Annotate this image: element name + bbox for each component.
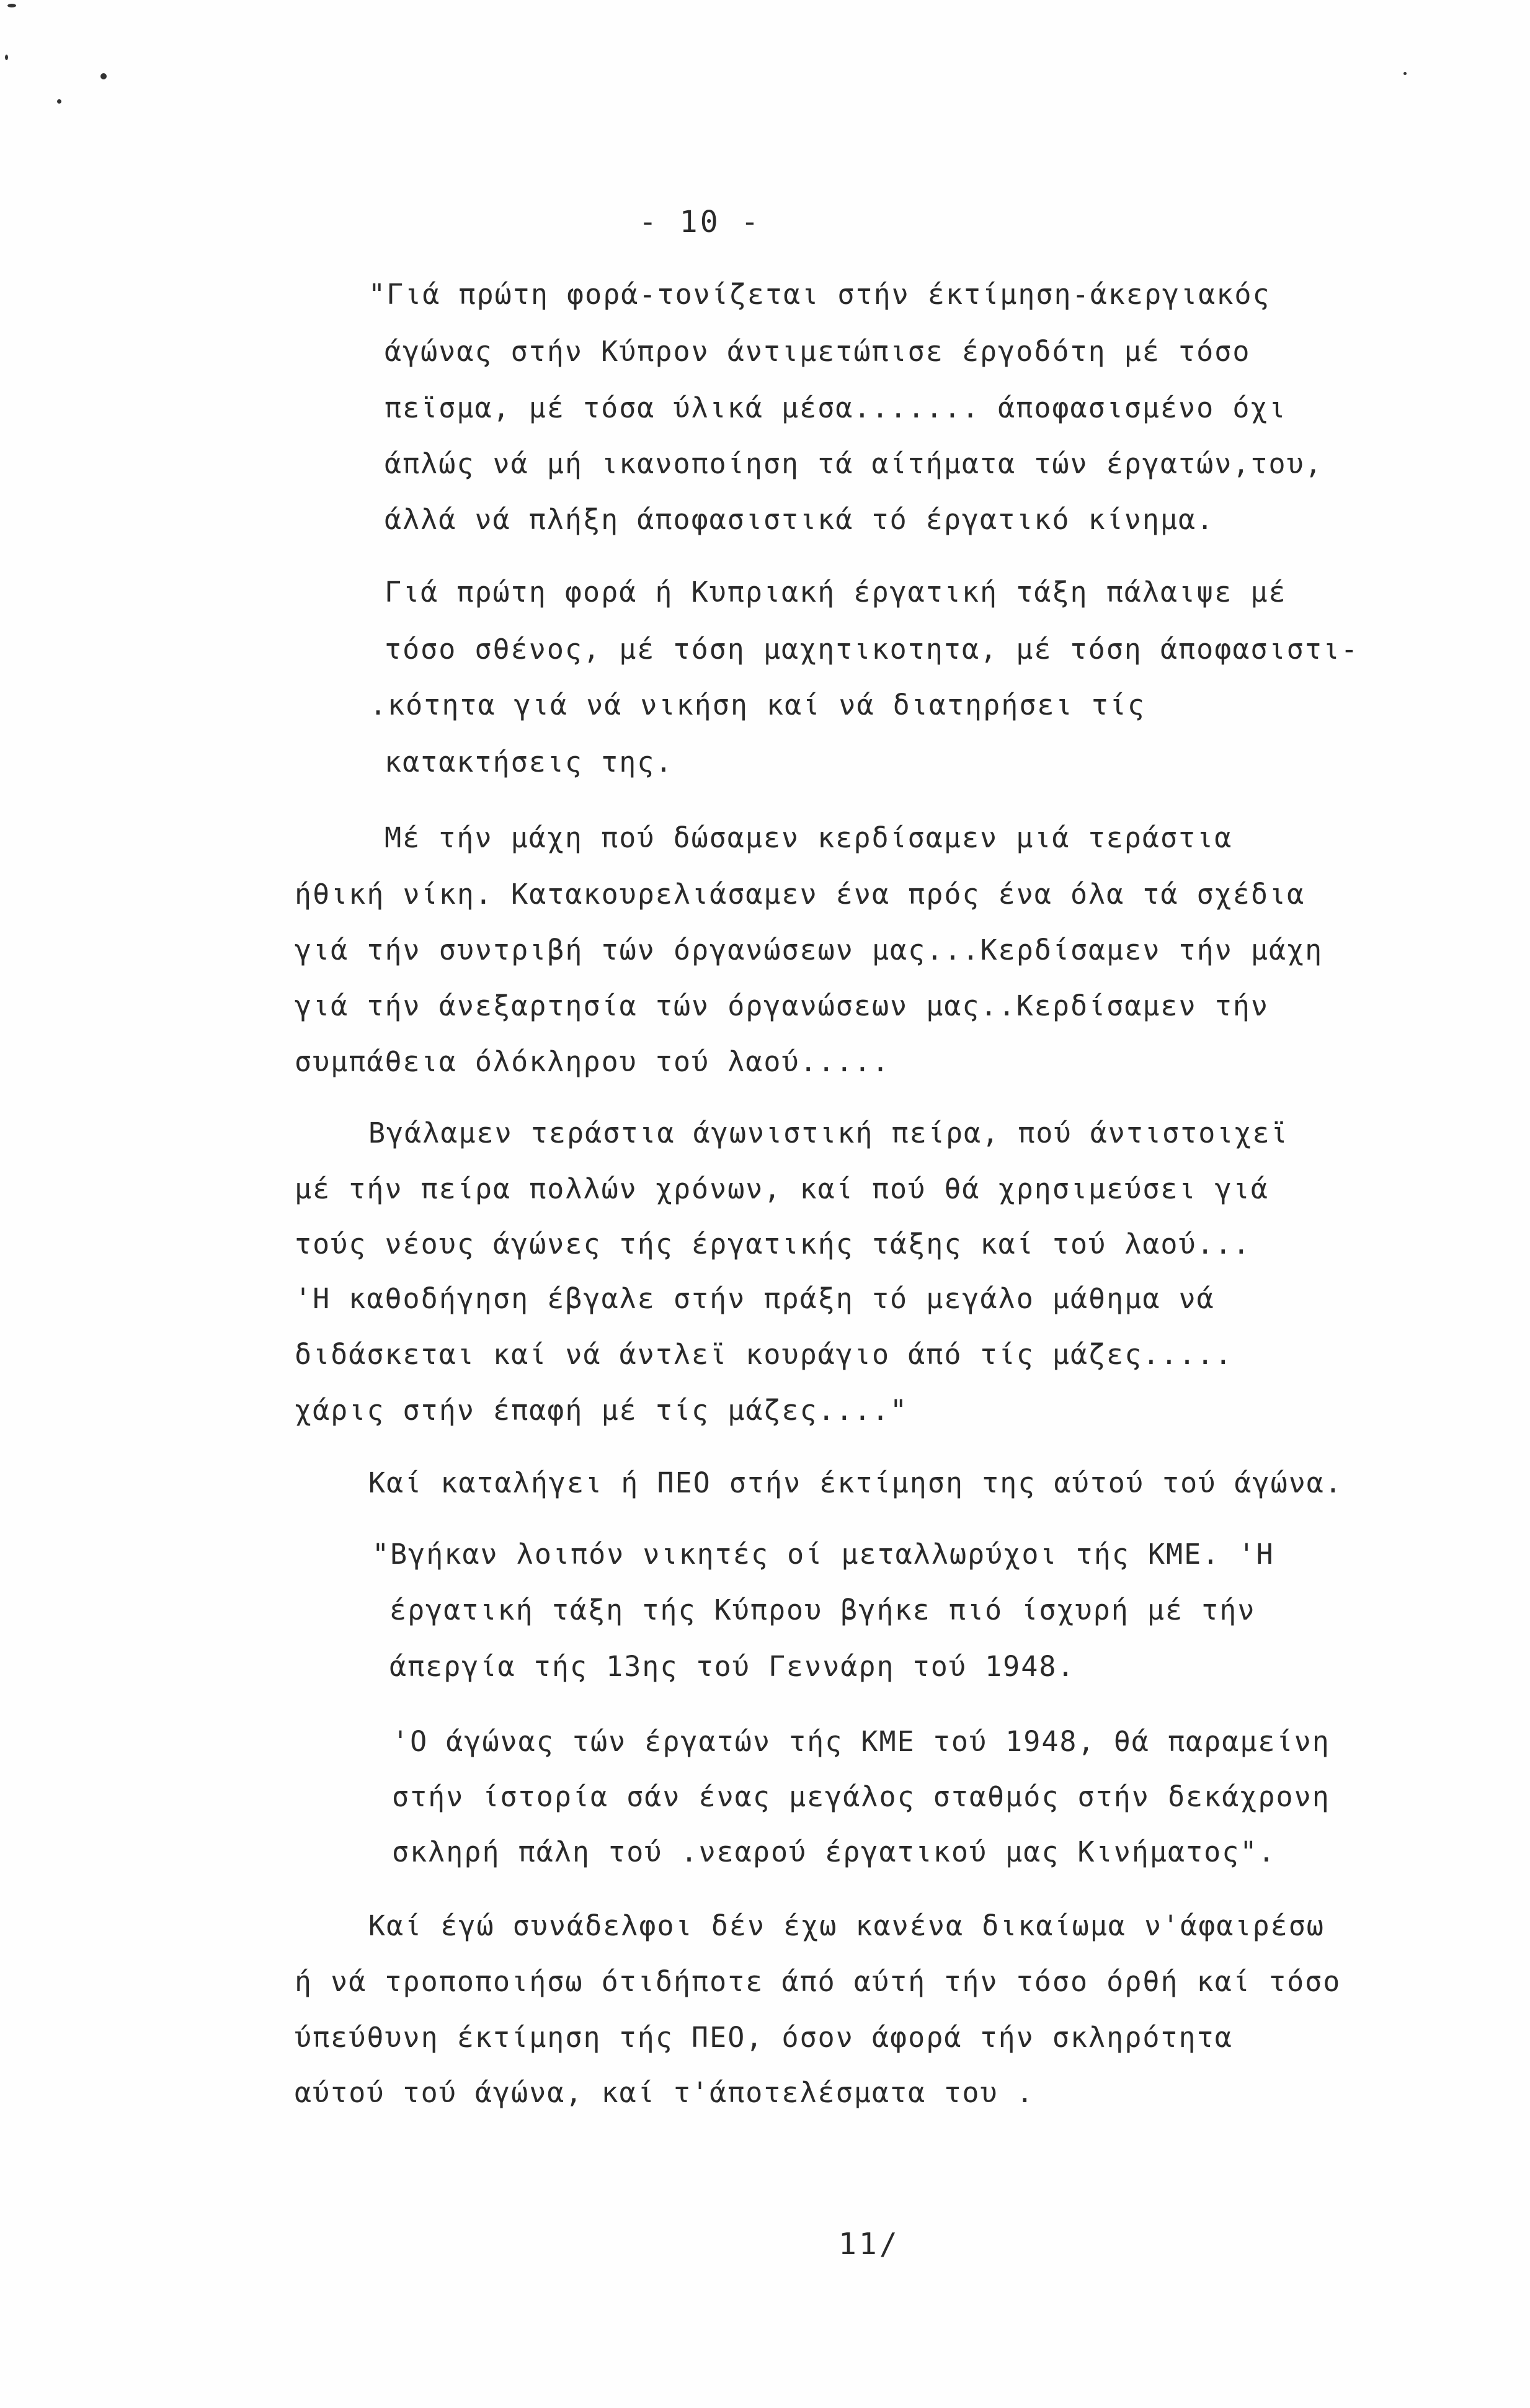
text-line: αύτού τού άγώνα, καί τ'άποτελέσματα του . <box>295 2076 1034 2109</box>
text-line: στήν ίστορία σάν ένας μεγάλος σταθμός στήν δεκάχρονη <box>392 1780 1330 1813</box>
scan-speck <box>5 55 8 60</box>
text-line: 'Η καθοδήγηση έβγαλε στήν πράξη τό μεγάλο μάθημα νά <box>295 1282 1215 1315</box>
continuation-page-marker: 11/ <box>838 2227 900 2262</box>
text-line: "Γιά πρώτη φορά-τονίζεται στήν έκτίμηση-άκεργιακός <box>368 278 1271 311</box>
text-line: κατακτήσεις της. <box>385 746 674 778</box>
text-line: πεϊσμα, μέ τόσα ύλικά μέσα....... άποφασισμένο όχι <box>385 391 1287 424</box>
text-line: άγώνας στήν Κύπρον άντιμετώπισε έργοδότη μέ τόσο <box>385 335 1251 368</box>
text-line: Γιά πρώτη φορά ή Κυπριακή έργατική τάξη πάλαιψε μέ <box>385 576 1287 609</box>
text-line: Μέ τήν μάχη πού δώσαμεν κερδίσαμεν μιά τεράστια <box>385 821 1233 854</box>
page-number: - 10 - <box>639 205 762 239</box>
text-line: άπεργία τής 13ης τού Γεννάρη τού 1948. <box>389 1650 1075 1683</box>
text-line: Καί έγώ συνάδελφοι δέν έχω κανένα δικαίωμα ν'άφαιρέσω <box>368 1909 1325 1942</box>
text-line: άπλώς νά μή ικανοποίηση τά αίτήματα τών έργατών,του, <box>385 447 1323 480</box>
text-line: έργατική τάξη τής Κύπρου βγήκε πιό ίσχυρή μέ τήν <box>389 1594 1256 1626</box>
text-line: άλλά νά πλήξη άποφασιστικά τό έργατικό κίνημα. <box>385 503 1215 536</box>
text-line: ύπεύθυνη έκτίμηση τής ΠΕΟ, όσον άφορά τήν σκληρότητα <box>295 2021 1233 2054</box>
text-line: ήθική νίκη. Κατακουρελιάσαμεν ένα πρός ένα όλα τά σχέδια <box>295 878 1305 911</box>
text-line: συμπάθεια όλόκληρου τού λαού..... <box>295 1045 891 1078</box>
text-line: χάρις στήν έπαφή μέ τίς μάζες...." <box>295 1394 909 1427</box>
text-line: "Βγήκαν λοιπόν νικητές οί μεταλλωρύχοι τής ΚΜΕ. 'Η <box>372 1538 1274 1571</box>
text-line: διδάσκεται καί νά άντλεϊ κουράγιο άπό τίς μάζες..... <box>295 1338 1233 1371</box>
text-line: τόσο σθένος, μέ τόση μαχητικοτητα, μέ τόση άποφασιστι- <box>385 633 1359 666</box>
text-line: .κότητα γιά νά νικήση καί νά διατηρήσει τίς <box>370 689 1145 721</box>
text-line: ή νά τροποποιήσω ότιδήποτε άπό αύτή τήν τόσο όρθή καί τόσο <box>295 1965 1341 1998</box>
text-line: μέ τήν πείρα πολλών χρόνων, καί πού θά χρησιμεύσει γιά <box>295 1172 1269 1205</box>
text-line: Βγάλαμεν τεράστια άγωνιστική πείρα, πού άντιστοιχεϊ <box>368 1117 1289 1149</box>
scan-speck <box>1403 72 1407 75</box>
text-line: 'Ο άγώνας τών έργατών τής ΚΜΕ τού 1948, θά παραμείνη <box>392 1725 1330 1758</box>
text-line: τούς νέους άγώνες τής έργατικής τάξης καί τού λαού... <box>295 1228 1251 1260</box>
scan-speck <box>100 73 107 79</box>
text-line: γιά τήν άνεξαρτησία τών όργανώσεων μας..Κερδίσαμεν τήν <box>295 989 1269 1022</box>
scan-speck <box>7 4 16 7</box>
text-line: Καί καταλήγει ή ΠΕΟ στήν έκτίμηση της αύτού τού άγώνα. <box>368 1466 1343 1499</box>
scan-speck <box>57 99 61 104</box>
text-line: γιά τήν συντριβή τών όργανώσεων μας...Κερδίσαμεν τήν μάχη <box>295 934 1323 966</box>
text-line: σκληρή πάλη τού .νεαρού έργατικού μας Κινήματος". <box>392 1835 1276 1868</box>
